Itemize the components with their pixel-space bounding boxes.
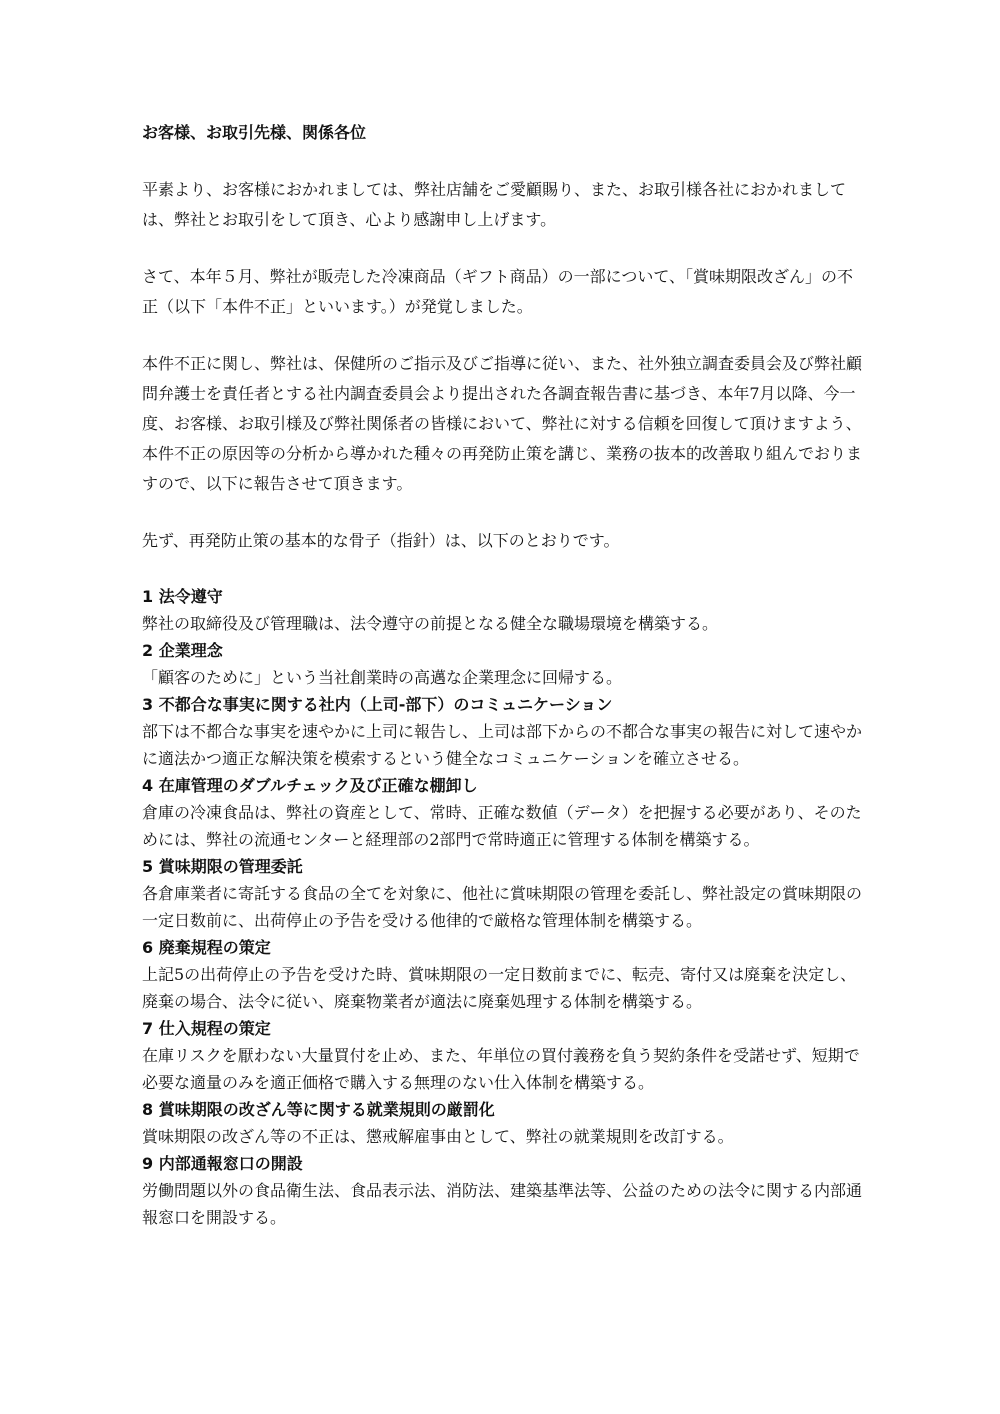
item-title: 4 在庫管理のダブルチェック及び正確な棚卸し [142,776,478,795]
item-title: 9 内部通報窓口の開設 [142,1154,303,1173]
item-title: 7 仕入規程の策定 [142,1019,271,1038]
item-body: 労働問題以外の食品衛生法、食品表示法、消防法、建築基準法等、公益のための法令に関する内部通報窓口を開設する。 [142,1181,863,1227]
list-item [142,691,862,772]
item-body: 「顧客のために」という当社創業時の高邁な企業理念に回帰する。 [142,668,623,687]
item-body: 在庫リスクを厭わない大量買付を止め、また、年単位の買付義務を負う契約条件を受諾せず、短期で必要な適量のみを適正価格で購入する無理のない仕入体制を構築する。 [142,1046,860,1092]
item-title: 5 賞味期限の管理委託 [142,857,303,876]
list-item [142,772,862,853]
salutation: お客様、お取引先様、関係各位 [142,123,367,142]
incident-paragraph: さて、本年５月、弊社が販売した冷凍商品（ギフト商品）の一部について、「賞味期限改ざん」の不正（以下「本件不正」といいます。）が発覚しました。 [142,267,854,316]
item-body: 上記5の出荷停止の予告を受けた時、賞味期限の一定日数前までに、転売、寄付又は廃棄を決定し、廃棄の場合、法令に従い、廃棄物業者が適法に廃棄処理する体制を構築する。 [142,965,857,1011]
item-title: 3 不都合な事実に関する社内（上司-部下）のコミュニケーション [142,695,613,714]
list-item [142,1015,862,1096]
policy-intro-paragraph: 先ず、再発防止策の基本的な骨子（指針）は、以下のとおりです。 [142,531,620,550]
measures-paragraph: 本件不正に関し、弊社は、保健所のご指示及びご指導に従い、また、社外独立調査委員会及び弊社顧問弁護士を責任者とする社内調査委員会より提出された各調査報告書に基づき、本年7月以降、今一度、お客様、お取引様及び弊社関係者の皆様において、弊社に対する信頼を回復して頂けますよう、本件不正の原因等の分析から導かれた種々の再発防止策を講じ、業務の抜本的改善取り組んでおりますので、以下に報告させて頂きます。 [142,354,863,493]
item-title: 1 法令遵守 [142,587,223,606]
greeting-paragraph: 平素より、お客様におかれましては、弊社店舗をご愛顧賜り、また、お取引様各社におかれましては、弊社とお取引をして頂き、心より感謝申し上げます。 [142,180,847,229]
item-body: 弊社の取締役及び管理職は、法令遵守の前提となる健全な職場環境を構築する。 [142,614,719,633]
item-body: 賞味期限の改ざん等の不正は、懲戒解雇事由として、弊社の就業規則を改訂する。 [142,1127,734,1146]
item-title: 8 賞味期限の改ざん等に関する就業規則の厳罰化 [142,1100,495,1119]
item-body: 倉庫の冷凍食品は、弊社の資産として、常時、正確な数値（データ）を把握する必要があり、そのためには、弊社の流通センターと経理部の2部門で常時適正に管理する体制を構築する。 [142,803,862,849]
list-item [142,1150,862,1231]
item-body: 部下は不都合な事実を速やかに上司に報告し、上司は部下からの不都合な事実の報告に対して速やかに適法かつ適正な解決策を模索するという健全なコミュニケーションを確立させる。 [142,722,863,768]
list-item [142,934,862,1015]
list-item [142,1096,862,1150]
item-body: 各倉庫業者に寄託する食品の全てを対象に、他社に賞味期限の管理を委託し、弊社設定の賞味期限の一定日数前に、出荷停止の予告を受ける他律的で厳格な管理体制を構築する。 [142,884,863,930]
list-item [142,583,862,637]
document-page [142,118,862,1231]
list-item [142,853,862,934]
item-title: 2 企業理念 [142,641,223,660]
list-item [142,637,862,691]
item-title: 6 廃棄規程の策定 [142,938,271,957]
